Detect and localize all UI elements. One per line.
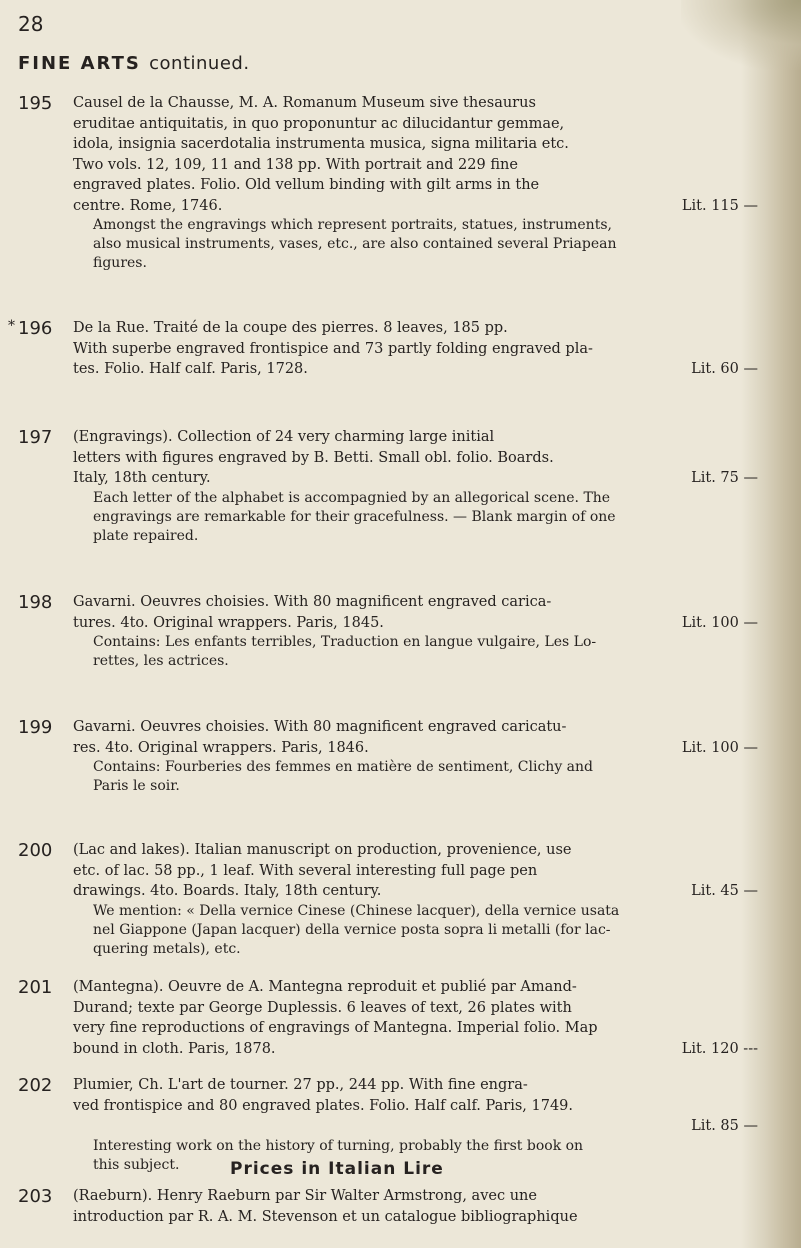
entry-note-line: also musical instruments, vases, etc., are also contained several Priapean bbox=[93, 236, 617, 252]
entry-note-line: Amongst the engravings which represent portraits, statues, instruments, bbox=[93, 217, 612, 233]
entry-note-line: rettes, les actrices. bbox=[93, 653, 229, 669]
entry-note-line: this subject. bbox=[93, 1156, 180, 1173]
lot-number: 196 bbox=[18, 318, 53, 339]
description-text: De la Rue. Traité de la coupe des pierres. 8 leaves, 185 pp. bbox=[73, 320, 508, 336]
description-text: engraved plates. Folio. Old vellum binding with gilt arms in the bbox=[73, 177, 540, 193]
description-text: (Mantegna). Oeuvre de A. Mantegna reproduit et publié par Amand- bbox=[73, 979, 577, 995]
catalogue-entry bbox=[18, 427, 758, 546]
entry-note-line: Interesting work on the history of turning, probably the first book on bbox=[93, 1137, 584, 1154]
entry-note-line: We mention: « Della vernice Cinese (Chinese lacquer), della vernice usata bbox=[93, 902, 620, 919]
description-line bbox=[73, 155, 758, 176]
lot-price: Lit. 115 — bbox=[681, 197, 758, 214]
description-text: Causel de la Chausse, M. A. Romanum Museum sive thesaurus bbox=[73, 95, 536, 111]
lot-number: 199 bbox=[18, 717, 53, 738]
entry-description bbox=[73, 840, 758, 959]
description-line bbox=[73, 840, 758, 861]
description-text bbox=[73, 1116, 675, 1137]
entry-note-line: plate repaired. bbox=[93, 527, 199, 544]
description-text: bound in cloth. Paris, 1878. bbox=[73, 1040, 276, 1057]
description-line bbox=[73, 448, 758, 469]
description-text: Plumier, Ch. L'art de tourner. 27 pp., 244 pp. With fine engra- bbox=[73, 1077, 528, 1093]
entry-description bbox=[73, 977, 758, 1059]
description-line bbox=[73, 592, 758, 613]
entry-note-line: Paris le soir. bbox=[93, 778, 180, 794]
lot-number: 198 bbox=[18, 592, 53, 613]
lot-number: 197 bbox=[18, 427, 53, 448]
catalogue-entry bbox=[18, 977, 758, 1059]
entry-description bbox=[73, 318, 758, 380]
section-heading-main: FINE ARTS bbox=[18, 53, 141, 74]
entry-note-line: Each letter of the alphabet is accompagnied by an allegorical scene. The bbox=[93, 489, 611, 506]
lot-price: Lit. 60 — bbox=[691, 361, 758, 377]
catalogue-entry bbox=[18, 93, 758, 273]
entry-note-line: engravings are remarkable for their gracefulness. — Blank margin of one bbox=[93, 508, 616, 525]
lot-price: Lit. 100 — bbox=[681, 739, 758, 756]
entry-note-line: nel Giappone (Japan lacquer) della vernice posta sopra li metalli (for lac- bbox=[93, 921, 611, 938]
entry-description bbox=[73, 427, 758, 546]
entry-description bbox=[73, 717, 758, 796]
page-corner-shadow bbox=[681, 0, 801, 70]
description-line bbox=[73, 93, 758, 114]
description-text: Gavarni. Oeuvres choisies. With 80 magnificent engraved caricatu- bbox=[73, 719, 567, 735]
description-line bbox=[73, 359, 758, 380]
description-text: eruditae antiquitatis, in quo proponuntur ac dilucidantur gemmae, bbox=[73, 115, 565, 132]
entry-note-line: quering metals), etc. bbox=[93, 940, 241, 957]
description-line bbox=[73, 998, 758, 1019]
entry-note-line: figures. bbox=[93, 255, 147, 271]
description-line bbox=[73, 427, 758, 448]
description-line bbox=[73, 1039, 758, 1060]
lot-price: Lit. 75 — bbox=[691, 470, 758, 486]
description-line bbox=[73, 196, 758, 217]
description-text: Two vols. 12, 109, 11 and 138 pp. With portrait and 229 fine bbox=[73, 156, 518, 173]
description-line bbox=[73, 861, 758, 882]
description-text: tes. Folio. Half calf. Paris, 1728. bbox=[73, 361, 308, 377]
description-text: Gavarni. Oeuvres choisies. With 80 magnificent engraved carica- bbox=[73, 594, 552, 610]
description-line bbox=[73, 318, 758, 339]
description-line bbox=[73, 1018, 758, 1039]
description-line bbox=[73, 1096, 758, 1117]
page-number: 28 bbox=[18, 12, 44, 36]
description-text: Italy, 18th century. bbox=[73, 470, 211, 486]
description-text: tures. 4to. Original wrappers. Paris, 1845. bbox=[73, 614, 384, 631]
entry-description bbox=[73, 1186, 758, 1227]
entry-description bbox=[73, 93, 758, 273]
description-text: With superbe engraved frontispice and 73 partly folding engraved pla- bbox=[73, 340, 593, 357]
catalogue-entry bbox=[8, 318, 758, 380]
description-line bbox=[73, 134, 758, 155]
catalogue-entry bbox=[18, 840, 758, 959]
description-text: ved frontispice and 80 engraved plates. Folio. Half calf. Paris, 1749. bbox=[73, 1097, 574, 1114]
asterisk-mark: * bbox=[8, 318, 15, 334]
description-line bbox=[73, 717, 758, 738]
description-line bbox=[73, 1186, 758, 1207]
lot-number: 201 bbox=[18, 977, 53, 998]
description-line bbox=[73, 1116, 758, 1137]
description-text: introduction par R. A. M. Stevenson et un catalogue bibliographique bbox=[73, 1208, 578, 1225]
description-text: res. 4to. Original wrappers. Paris, 1846. bbox=[73, 739, 369, 756]
lot-price: Lit. 120 --- bbox=[681, 1040, 758, 1057]
lot-price: Lit. 45 — bbox=[691, 883, 758, 899]
catalogue-entry bbox=[18, 717, 758, 796]
entry-note-line: Contains: Fourberies des femmes en matière de sentiment, Clichy and bbox=[93, 759, 594, 775]
description-line bbox=[73, 1075, 758, 1096]
description-text: (Engravings). Collection of 24 very charming large initial bbox=[73, 429, 495, 445]
lot-number: 200 bbox=[18, 840, 53, 861]
footer-note: Prices in Italian Lire bbox=[230, 1159, 444, 1179]
description-line bbox=[73, 1207, 758, 1228]
lot-number: 195 bbox=[18, 93, 53, 114]
entry-description bbox=[73, 592, 758, 671]
description-line bbox=[73, 977, 758, 998]
description-line bbox=[73, 738, 758, 759]
section-heading bbox=[18, 53, 250, 74]
description-line bbox=[73, 114, 758, 135]
description-text: letters with figures engraved by B. Betti. Small obl. folio. Boards. bbox=[73, 449, 554, 466]
section-heading-suffix: continued. bbox=[149, 53, 250, 74]
description-text: (Lac and lakes). Italian manuscript on production, provenience, use bbox=[73, 842, 572, 858]
description-text: etc. of lac. 58 pp., 1 leaf. With several interesting full page pen bbox=[73, 862, 538, 879]
description-line bbox=[73, 613, 758, 634]
description-text: (Raeburn). Henry Raeburn par Sir Walter Armstrong, avec une bbox=[73, 1188, 537, 1204]
lot-price: Lit. 100 — bbox=[681, 614, 758, 631]
entry-note-line: Contains: Les enfants terribles, Traduction en langue vulgaire, Les Lo- bbox=[93, 634, 597, 650]
lot-number: 202 bbox=[18, 1075, 53, 1096]
description-text: drawings. 4to. Boards. Italy, 18th century. bbox=[73, 883, 382, 899]
description-text: centre. Rome, 1746. bbox=[73, 197, 223, 214]
description-line bbox=[73, 881, 758, 902]
catalogue-entry bbox=[18, 1186, 758, 1227]
catalogue-entry bbox=[18, 592, 758, 671]
description-text: very fine reproductions of engravings of Mantegna. Imperial folio. Map bbox=[73, 1020, 598, 1036]
lot-price: Lit. 85 — bbox=[691, 1118, 758, 1134]
description-line bbox=[73, 175, 758, 196]
description-line bbox=[73, 339, 758, 360]
description-text: idola, insignia sacerdotalia instrumenta musica, signa militaria etc. bbox=[73, 136, 569, 152]
description-text: Durand; texte par George Duplessis. 6 leaves of text, 26 plates with bbox=[73, 999, 572, 1016]
description-line bbox=[73, 468, 758, 489]
lot-number: 203 bbox=[18, 1186, 53, 1207]
